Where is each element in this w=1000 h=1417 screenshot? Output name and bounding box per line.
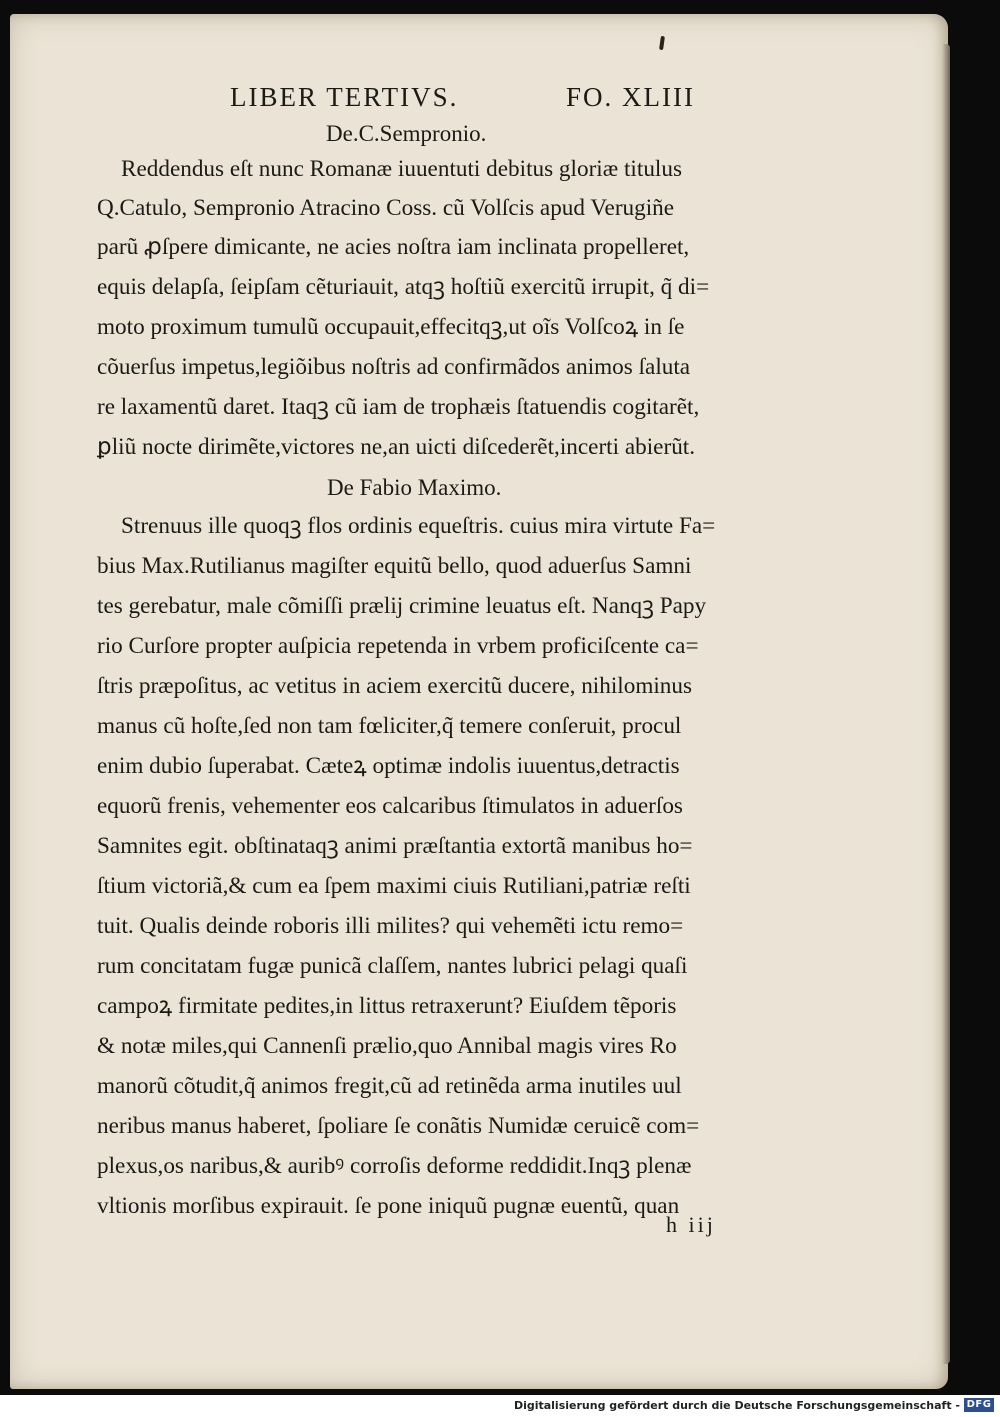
- signature-mark: h iij: [666, 1212, 716, 1237]
- text-line: parũ ꝓſpere dimicante, ne acies noſtra iam inclinata propelleret,: [97, 234, 690, 260]
- text-line: manorũ cõtudit,q̃ animos fregit,cũ ad retinẽda arma inutiles uul: [97, 1073, 682, 1099]
- text-line: bius Max.Rutilianus magiſter equitũ bello, quod aduerſus Samni: [97, 553, 692, 579]
- text-line: Samnites egit. obſtinataqꝫ animi præſtantia extortã manibus ho=: [97, 833, 693, 859]
- text-line: cõuerſus impetus,legiõibus noſtris ad confirmãdos animos ſaluta: [97, 354, 691, 380]
- page-edge: [942, 44, 950, 1364]
- text-line: campoꝝ firmitate pedites,in littus retraxerunt? Eiuſdem tẽporis: [97, 993, 677, 1019]
- text-line: enim dubio ſuperabat. Cæteꝝ optimæ indolis iuuentus,detractis: [97, 753, 680, 779]
- section-heading-sempronio: De.C.Sempronio.: [326, 121, 487, 146]
- text-line: equis delapſa, ſeipſam cẽturiauit, atqꝫ hoſtiũ exercitũ irrupit, q̃ di=: [97, 274, 710, 300]
- text-line: moto proximum tumulũ occupauit,effecitqꝫ,ut oĩs Volſcoꝝ in ſe: [97, 314, 685, 340]
- text-line: equorũ frenis, vehementer eos calcaribus ſtimulatos in aduerſos: [97, 793, 683, 819]
- section-heading-fabio-maximo: De Fabio Maximo.: [327, 475, 502, 500]
- running-head-title: LIBER TERTIVS.: [230, 82, 459, 112]
- text-line: tes gerebatur, male cõmiſſi prælij crimine leuatus eſt. Nanqꝫ Papy: [97, 593, 707, 619]
- text-line: Strenuus ille quoqꝫ flos ordinis equeſtris. cuius mira virtute Fa=: [121, 513, 716, 539]
- text-line: neribus manus haberet, ſpoliare ſe conãtis Numidæ ceruicẽ com=: [97, 1113, 700, 1139]
- text-line: ꝑliũ nocte dirimẽte,victores ne,an uicti diſcederẽt,incerti abierũt.: [97, 434, 696, 460]
- text-line: re laxamentũ daret. Itaqꝫ cũ iam de trophæis ſtatuendis cogitarẽt,: [97, 394, 700, 420]
- running-head: [230, 82, 720, 113]
- text-line: Reddendus eſt nunc Romanæ iuuentuti debitus gloriæ titulus: [121, 156, 682, 182]
- text-line: ſtris præpoſitus, ac vetitus in aciem exercitũ ducere, nihilominus: [97, 673, 693, 699]
- text-line: plexus,os naribus,& auribꝰ corroſis deforme reddidit.Inqꝫ plenæ: [97, 1153, 692, 1179]
- text-line: rum concitatam fugæ punicã claſſem, nantes lubrici pelagi quaſi: [97, 953, 688, 979]
- folio-number: FO. XLIII: [566, 82, 695, 112]
- dfg-logo: DFG: [964, 1398, 994, 1412]
- text-line: & notæ miles,qui Cannenſi prælio,quo Annibal magis vires Ro: [97, 1033, 677, 1059]
- text-line: ſtium victoriã,& cum ea ſpem maximi ciuis Rutiliani,patriæ reſti: [97, 873, 691, 899]
- text-line: manus cũ hoſte,ſed non tam fœliciter,q̃ temere conſeruit, procul: [97, 713, 682, 739]
- text-line: rio Curſore propter auſpicia repetenda in vrbem proficiſcente ca=: [97, 633, 699, 659]
- text-line: vltionis morſibus expirauit. ſe pone iniquũ pugnæ euentũ, quan: [97, 1193, 680, 1219]
- digitization-credit: Digitalisierung gefördert durch die Deutsche Forschungsgemeinschaft -: [513, 1399, 960, 1412]
- text-line: Q.Catulo, Sempronio Atracino Coss. cũ Volſcis apud Verugiñe: [97, 195, 675, 221]
- text-line: tuit. Qualis deinde roboris illi milites? qui vehemẽti ictu remo=: [97, 913, 684, 939]
